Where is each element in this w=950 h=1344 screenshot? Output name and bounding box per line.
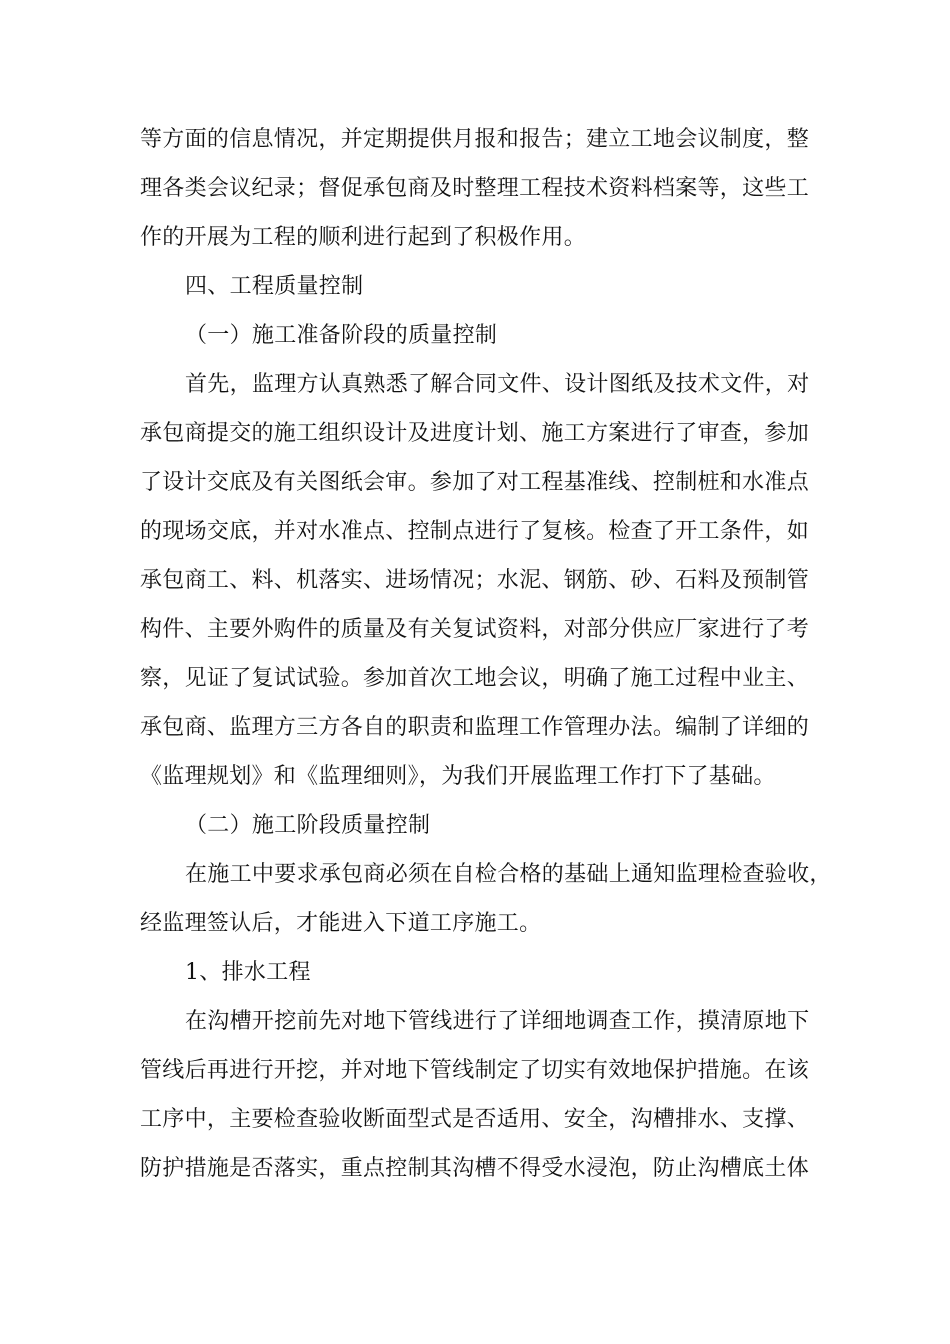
paragraph-line: 了设计交底及有关图纸会审。参加了对工程基准线、控制桩和水准点 [140,470,810,495]
paragraph-line: 构件、主要外购件的质量及有关复试资料，对部分供应厂家进行了考 [140,617,810,642]
paragraph-line: 理各类会议纪录；督促承包商及时整理工程技术资料档案等，这些工 [140,176,810,201]
subsection-heading: （二）施工阶段质量控制 [185,813,431,838]
paragraph-line: 管线后再进行开挖，并对地下管线制定了切实有效地保护措施。在该 [140,1058,810,1083]
paragraph-line: 等方面的信息情况，并定期提供月报和报告；建立工地会议制度，整 [140,127,810,152]
paragraph-first-line: 在施工中要求承包商必须在自检合格的基础上通知监理检查验收， [185,862,832,887]
paragraph-line: 工序中，主要检查验收断面型式是否适用、安全，沟槽排水、支撑、 [140,1107,810,1132]
paragraph-line: 承包商、监理方三方各自的职责和监理工作管理办法。编制了详细的 [140,715,810,740]
document-body [140,122,832,1200]
paragraph-line: 承包商工、料、机落实、进场情况；水泥、钢筋、砂、石料及预制管 [140,568,810,593]
paragraph-first-line: 首先，监理方认真熟悉了解合同文件、设计图纸及技术文件，对 [185,372,810,397]
subsection-heading: 1、排水工程 [185,960,311,985]
paragraph-line: 《监理规划》和《监理细则》，为我们开展监理工作打下了基础。 [140,764,776,789]
subsection-heading: （一）施工准备阶段的质量控制 [185,323,498,348]
paragraph-line: 防护措施是否落实，重点控制其沟槽不得受水浸泡，防止沟槽底土体 [140,1156,810,1181]
section-heading: 四、工程质量控制 [185,274,364,299]
paragraph-line: 作的开展为工程的顺利进行起到了积极作用。 [140,225,587,250]
paragraph-line: 经监理签认后，才能进入下道工序施工。 [140,911,542,936]
paragraph-line: 察，见证了复试试验。参加首次工地会议，明确了施工过程中业主、 [140,666,810,691]
paragraph-first-line: 在沟槽开挖前先对地下管线进行了详细地调查工作，摸清原地下 [185,1009,810,1034]
paragraph-line: 承包商提交的施工组织设计及进度计划、施工方案进行了审查，参加 [140,421,810,446]
paragraph-line: 的现场交底，并对水准点、控制点进行了复核。检查了开工条件，如 [140,519,810,544]
